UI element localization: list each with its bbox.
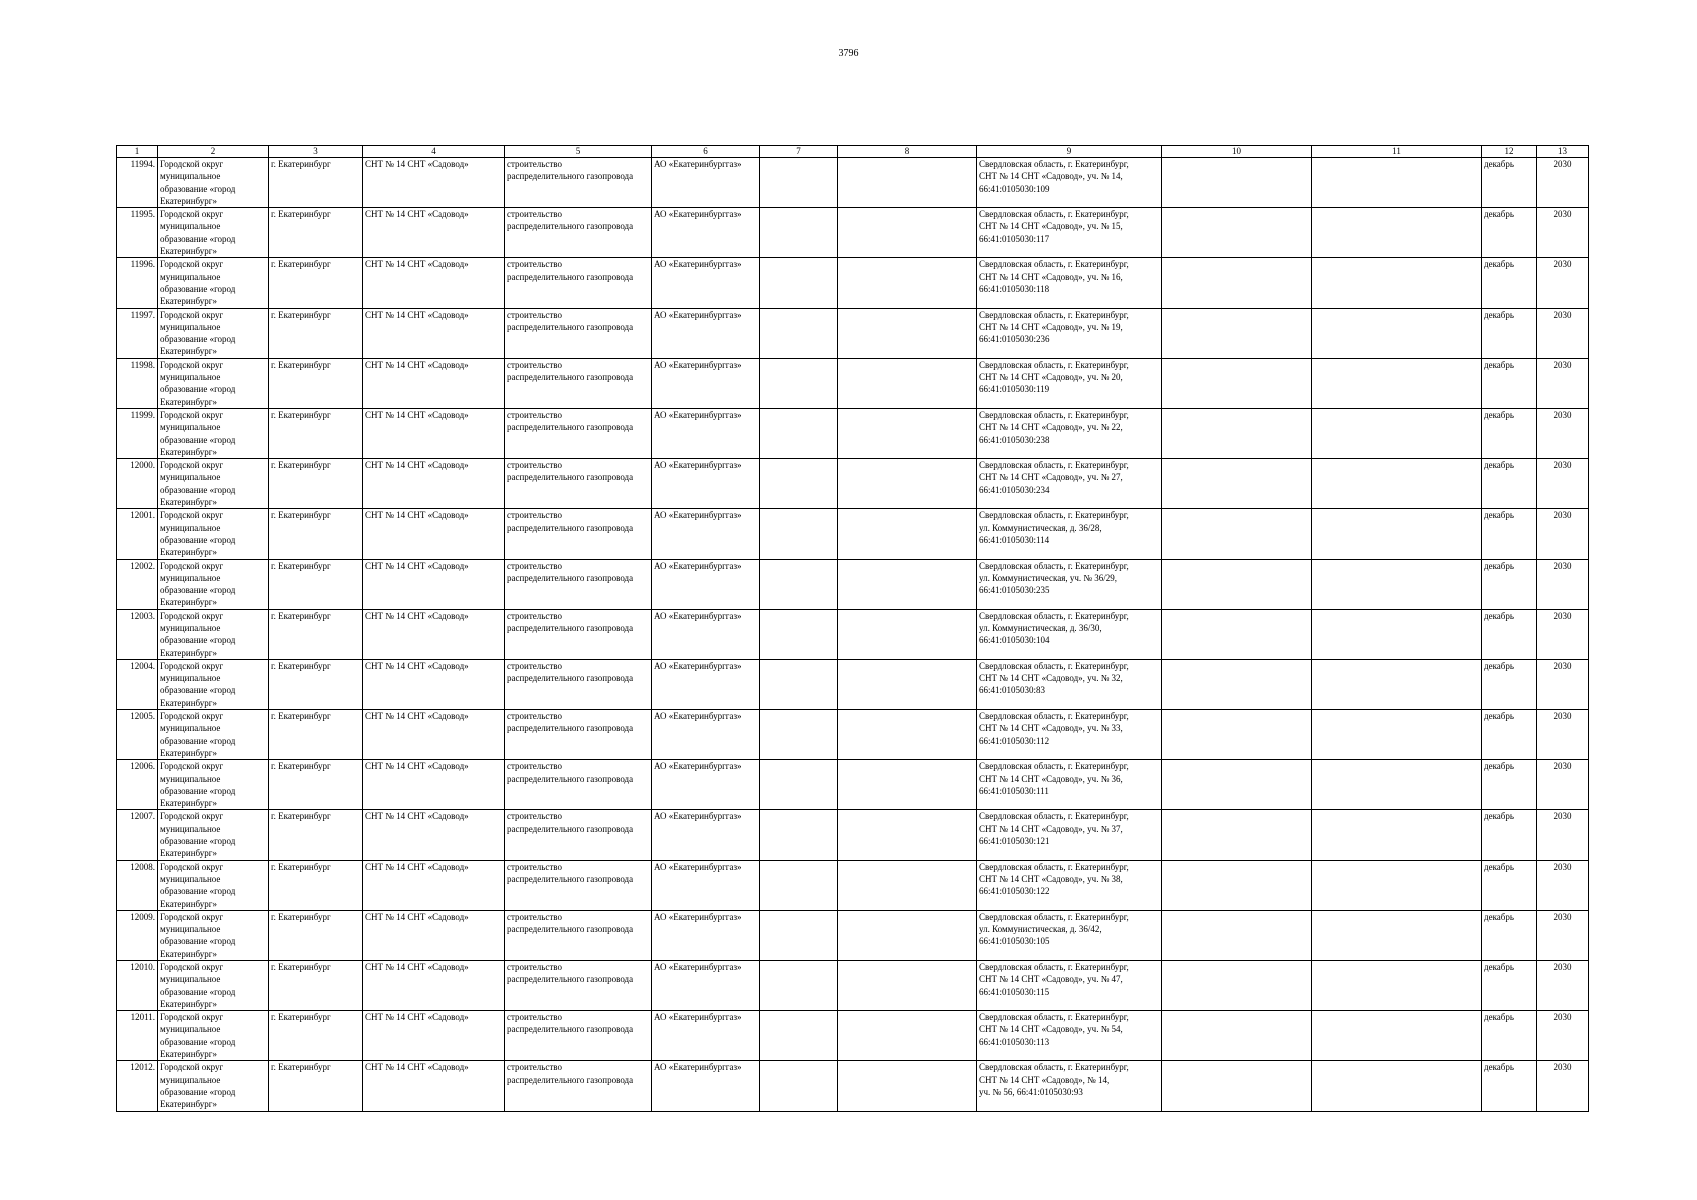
address-cadastral-cell: Свердловская область, г. Екатеринбург, СНТ № 14 СНТ «Садовод», уч. № 16, 66:41:0105030:118 [977, 258, 1162, 308]
year-cell: 2030 [1537, 961, 1589, 1011]
address-cadastral-cell: Свердловская область, г. Екатеринбург, СНТ № 14 СНТ «Садовод», уч. № 14, 66:41:0105030:109 [977, 158, 1162, 208]
year-cell: 2030 [1537, 358, 1589, 408]
settlement-cell: г. Екатеринбург [269, 860, 363, 910]
work-type-cell: строительство распределительного газопровода [505, 810, 652, 860]
col-7-cell [760, 559, 838, 609]
table-row [117, 1061, 1589, 1111]
column-number-row [117, 146, 1589, 158]
settlement-cell: г. Екатеринбург [269, 509, 363, 559]
month-cell: декабрь [1482, 559, 1537, 609]
work-type-cell: строительство распределительного газопровода [505, 961, 652, 1011]
col-11-cell [1312, 810, 1482, 860]
address-cadastral-cell: Свердловская область, г. Екатеринбург, СНТ № 14 СНТ «Садовод», уч. № 38, 66:41:0105030:122 [977, 860, 1162, 910]
address-cadastral-cell: Свердловская область, г. Екатеринбург, СНТ № 14 СНТ «Садовод», уч. № 37, 66:41:0105030:121 [977, 810, 1162, 860]
col-8-cell [838, 459, 977, 509]
operator-cell: АО «Екатеринбурггаз» [652, 308, 760, 358]
col-10-cell [1162, 1061, 1312, 1111]
col-11-cell [1312, 158, 1482, 208]
year-cell: 2030 [1537, 408, 1589, 458]
col-11-cell [1312, 910, 1482, 960]
work-type-cell: строительство распределительного газопровода [505, 158, 652, 208]
col-7-cell [760, 609, 838, 659]
work-type-cell: строительство распределительного газопровода [505, 408, 652, 458]
territory-cell: СНТ № 14 СНТ «Садовод» [363, 559, 505, 609]
territory-cell: СНТ № 14 СНТ «Садовод» [363, 308, 505, 358]
work-type-cell: строительство распределительного газопровода [505, 358, 652, 408]
col-11-cell [1312, 208, 1482, 258]
municipality-cell: Городской округ муниципальное образование «город Екатеринбург» [158, 1061, 269, 1111]
month-cell: декабрь [1482, 358, 1537, 408]
work-type-cell: строительство распределительного газопровода [505, 910, 652, 960]
col-8-cell [838, 659, 977, 709]
year-cell: 2030 [1537, 860, 1589, 910]
col-10-cell [1162, 208, 1312, 258]
row-number-cell: 12012. [117, 1061, 158, 1111]
table-row [117, 760, 1589, 810]
month-cell: декабрь [1482, 609, 1537, 659]
table-row [117, 308, 1589, 358]
col-7-cell [760, 961, 838, 1011]
col-7-cell [760, 659, 838, 709]
month-cell: декабрь [1482, 258, 1537, 308]
col-11-cell [1312, 1011, 1482, 1061]
col-11-cell [1312, 609, 1482, 659]
col-7-cell [760, 158, 838, 208]
operator-cell: АО «Екатеринбурггаз» [652, 459, 760, 509]
col-10-cell [1162, 509, 1312, 559]
settlement-cell: г. Екатеринбург [269, 710, 363, 760]
col-10-cell [1162, 609, 1312, 659]
col-8-cell [838, 408, 977, 458]
territory-cell: СНТ № 14 СНТ «Садовод» [363, 158, 505, 208]
table-row [117, 559, 1589, 609]
month-cell: декабрь [1482, 760, 1537, 810]
col-7-cell [760, 208, 838, 258]
row-number-cell: 11997. [117, 308, 158, 358]
address-cadastral-cell: Свердловская область, г. Екатеринбург, СНТ № 14 СНТ «Садовод», уч. № 47, 66:41:0105030:115 [977, 961, 1162, 1011]
operator-cell: АО «Екатеринбурггаз» [652, 659, 760, 709]
col-8-cell [838, 961, 977, 1011]
address-cadastral-cell: Свердловская область, г. Екатеринбург, ул. Коммунистическая, д. 36/28, 66:41:0105030:114 [977, 509, 1162, 559]
col-11-cell [1312, 1061, 1482, 1111]
work-type-cell: строительство распределительного газопровода [505, 559, 652, 609]
row-number-cell: 11998. [117, 358, 158, 408]
col-11-cell [1312, 559, 1482, 609]
col-10-cell [1162, 659, 1312, 709]
year-cell: 2030 [1537, 710, 1589, 760]
col-10-cell [1162, 258, 1312, 308]
territory-cell: СНТ № 14 СНТ «Садовод» [363, 1011, 505, 1061]
address-cadastral-cell: Свердловская область, г. Екатеринбург, СНТ № 14 СНТ «Садовод», уч. № 20, 66:41:0105030:119 [977, 358, 1162, 408]
territory-cell: СНТ № 14 СНТ «Садовод» [363, 659, 505, 709]
territory-cell: СНТ № 14 СНТ «Садовод» [363, 208, 505, 258]
column-number-header: 1 [117, 146, 158, 158]
col-10-cell [1162, 760, 1312, 810]
col-10-cell [1162, 308, 1312, 358]
address-cadastral-cell: Свердловская область, г. Екатеринбург, СНТ № 14 СНТ «Садовод», № 14, уч. № 56, 66:41:0105030:93 [977, 1061, 1162, 1111]
municipality-cell: Городской округ муниципальное образование «город Екатеринбург» [158, 509, 269, 559]
month-cell: декабрь [1482, 910, 1537, 960]
territory-cell: СНТ № 14 СНТ «Садовод» [363, 961, 505, 1011]
col-8-cell [838, 710, 977, 760]
operator-cell: АО «Екатеринбурггаз» [652, 609, 760, 659]
row-number-cell: 11996. [117, 258, 158, 308]
operator-cell: АО «Екатеринбурггаз» [652, 258, 760, 308]
col-7-cell [760, 1011, 838, 1061]
month-cell: декабрь [1482, 860, 1537, 910]
municipality-cell: Городской округ муниципальное образование «город Екатеринбург» [158, 208, 269, 258]
col-7-cell [760, 459, 838, 509]
address-cadastral-cell: Свердловская область, г. Екатеринбург, ул. Коммунистическая, д. 36/30, 66:41:0105030:104 [977, 609, 1162, 659]
col-7-cell [760, 810, 838, 860]
column-number-header: 12 [1482, 146, 1537, 158]
address-cadastral-cell: Свердловская область, г. Екатеринбург, СНТ № 14 СНТ «Садовод», уч. № 15, 66:41:0105030:117 [977, 208, 1162, 258]
col-8-cell [838, 1011, 977, 1061]
year-cell: 2030 [1537, 208, 1589, 258]
operator-cell: АО «Екатеринбурггаз» [652, 509, 760, 559]
work-type-cell: строительство распределительного газопровода [505, 208, 652, 258]
month-cell: декабрь [1482, 158, 1537, 208]
col-10-cell [1162, 408, 1312, 458]
year-cell: 2030 [1537, 1011, 1589, 1061]
work-type-cell: строительство распределительного газопровода [505, 308, 652, 358]
settlement-cell: г. Екатеринбург [269, 760, 363, 810]
col-8-cell [838, 158, 977, 208]
municipality-cell: Городской округ муниципальное образование «город Екатеринбург» [158, 559, 269, 609]
column-number-header: 13 [1537, 146, 1589, 158]
address-cadastral-cell: Свердловская область, г. Екатеринбург, ул. Коммунистическая, д. 36/42, 66:41:0105030:105 [977, 910, 1162, 960]
settlement-cell: г. Екатеринбург [269, 459, 363, 509]
col-11-cell [1312, 961, 1482, 1011]
year-cell: 2030 [1537, 559, 1589, 609]
address-cadastral-cell: Свердловская область, г. Екатеринбург, СНТ № 14 СНТ «Садовод», уч. № 54, 66:41:0105030:113 [977, 1011, 1162, 1061]
col-8-cell [838, 810, 977, 860]
territory-cell: СНТ № 14 СНТ «Садовод» [363, 609, 505, 659]
work-type-cell: строительство распределительного газопровода [505, 710, 652, 760]
month-cell: декабрь [1482, 308, 1537, 358]
col-10-cell [1162, 810, 1312, 860]
municipality-cell: Городской округ муниципальное образование «город Екатеринбург» [158, 459, 269, 509]
table-row [117, 710, 1589, 760]
month-cell: декабрь [1482, 1061, 1537, 1111]
work-type-cell: строительство распределительного газопровода [505, 1061, 652, 1111]
table-row [117, 659, 1589, 709]
month-cell: декабрь [1482, 509, 1537, 559]
row-number-cell: 12006. [117, 760, 158, 810]
territory-cell: СНТ № 14 СНТ «Садовод» [363, 1061, 505, 1111]
month-cell: декабрь [1482, 459, 1537, 509]
territory-cell: СНТ № 14 СНТ «Садовод» [363, 509, 505, 559]
operator-cell: АО «Екатеринбурггаз» [652, 910, 760, 960]
col-10-cell [1162, 158, 1312, 208]
row-number-cell: 12000. [117, 459, 158, 509]
table-row [117, 459, 1589, 509]
municipality-cell: Городской округ муниципальное образование «город Екатеринбург» [158, 358, 269, 408]
settlement-cell: г. Екатеринбург [269, 308, 363, 358]
settlement-cell: г. Екатеринбург [269, 1061, 363, 1111]
address-cadastral-cell: Свердловская область, г. Екатеринбург, СНТ № 14 СНТ «Садовод», уч. № 33, 66:41:0105030:112 [977, 710, 1162, 760]
municipality-cell: Городской округ муниципальное образование «город Екатеринбург» [158, 609, 269, 659]
settlement-cell: г. Екатеринбург [269, 559, 363, 609]
municipality-cell: Городской округ муниципальное образование «город Екатеринбург» [158, 158, 269, 208]
settlement-cell: г. Екатеринбург [269, 659, 363, 709]
municipality-cell: Городской округ муниципальное образование «город Екатеринбург» [158, 760, 269, 810]
row-number-cell: 12005. [117, 710, 158, 760]
col-8-cell [838, 258, 977, 308]
operator-cell: АО «Екатеринбурггаз» [652, 760, 760, 810]
operator-cell: АО «Екатеринбурггаз» [652, 358, 760, 408]
column-number-header: 9 [977, 146, 1162, 158]
col-8-cell [838, 559, 977, 609]
work-type-cell: строительство распределительного газопровода [505, 860, 652, 910]
municipality-cell: Городской округ муниципальное образование «город Екатеринбург» [158, 408, 269, 458]
territory-cell: СНТ № 14 СНТ «Садовод» [363, 408, 505, 458]
register-table [116, 145, 1589, 1112]
municipality-cell: Городской округ муниципальное образование «город Екатеринбург» [158, 860, 269, 910]
table-row [117, 408, 1589, 458]
year-cell: 2030 [1537, 509, 1589, 559]
row-number-cell: 12002. [117, 559, 158, 609]
table-row [117, 258, 1589, 308]
operator-cell: АО «Екатеринбурггаз» [652, 208, 760, 258]
table-row [117, 910, 1589, 960]
col-8-cell [838, 1061, 977, 1111]
row-number-cell: 11999. [117, 408, 158, 458]
col-7-cell [760, 760, 838, 810]
column-number-header: 10 [1162, 146, 1312, 158]
table-body [117, 158, 1589, 1112]
year-cell: 2030 [1537, 910, 1589, 960]
year-cell: 2030 [1537, 258, 1589, 308]
table-row [117, 860, 1589, 910]
municipality-cell: Городской округ муниципальное образование «город Екатеринбург» [158, 659, 269, 709]
col-8-cell [838, 358, 977, 408]
year-cell: 2030 [1537, 308, 1589, 358]
month-cell: декабрь [1482, 208, 1537, 258]
col-10-cell [1162, 358, 1312, 408]
column-number-header: 3 [269, 146, 363, 158]
work-type-cell: строительство распределительного газопровода [505, 609, 652, 659]
col-7-cell [760, 710, 838, 760]
municipality-cell: Городской округ муниципальное образование «город Екатеринбург» [158, 710, 269, 760]
col-8-cell [838, 760, 977, 810]
row-number-cell: 11994. [117, 158, 158, 208]
work-type-cell: строительство распределительного газопровода [505, 659, 652, 709]
row-number-cell: 12010. [117, 961, 158, 1011]
work-type-cell: строительство распределительного газопровода [505, 1011, 652, 1061]
col-7-cell [760, 860, 838, 910]
address-cadastral-cell: Свердловская область, г. Екатеринбург, СНТ № 14 СНТ «Садовод», уч. № 19, 66:41:0105030:236 [977, 308, 1162, 358]
table-row [117, 358, 1589, 408]
month-cell: декабрь [1482, 408, 1537, 458]
col-10-cell [1162, 910, 1312, 960]
col-11-cell [1312, 659, 1482, 709]
settlement-cell: г. Екатеринбург [269, 358, 363, 408]
operator-cell: АО «Екатеринбурггаз» [652, 158, 760, 208]
work-type-cell: строительство распределительного газопровода [505, 459, 652, 509]
address-cadastral-cell: Свердловская область, г. Екатеринбург, СНТ № 14 СНТ «Садовод», уч. № 22, 66:41:0105030:238 [977, 408, 1162, 458]
col-11-cell [1312, 710, 1482, 760]
settlement-cell: г. Екатеринбург [269, 258, 363, 308]
municipality-cell: Городской округ муниципальное образование «город Екатеринбург» [158, 910, 269, 960]
month-cell: декабрь [1482, 710, 1537, 760]
col-10-cell [1162, 710, 1312, 760]
address-cadastral-cell: Свердловская область, г. Екатеринбург, СНТ № 14 СНТ «Садовод», уч. № 32, 66:41:0105030:83 [977, 659, 1162, 709]
column-number-header: 6 [652, 146, 760, 158]
column-number-header: 2 [158, 146, 269, 158]
col-7-cell [760, 509, 838, 559]
col-10-cell [1162, 860, 1312, 910]
territory-cell: СНТ № 14 СНТ «Садовод» [363, 258, 505, 308]
col-11-cell [1312, 459, 1482, 509]
address-cadastral-cell: Свердловская область, г. Екатеринбург, СНТ № 14 СНТ «Садовод», уч. № 36, 66:41:0105030:111 [977, 760, 1162, 810]
operator-cell: АО «Екатеринбурггаз» [652, 961, 760, 1011]
municipality-cell: Городской округ муниципальное образование «город Екатеринбург» [158, 1011, 269, 1061]
column-number-header: 8 [838, 146, 977, 158]
year-cell: 2030 [1537, 459, 1589, 509]
settlement-cell: г. Екатеринбург [269, 158, 363, 208]
territory-cell: СНТ № 14 СНТ «Садовод» [363, 358, 505, 408]
col-11-cell [1312, 509, 1482, 559]
address-cadastral-cell: Свердловская область, г. Екатеринбург, ул. Коммунистическая, уч. № 36/29, 66:41:0105030:235 [977, 559, 1162, 609]
col-10-cell [1162, 961, 1312, 1011]
month-cell: декабрь [1482, 1011, 1537, 1061]
settlement-cell: г. Екатеринбург [269, 609, 363, 659]
table-row [117, 158, 1589, 208]
col-7-cell [760, 1061, 838, 1111]
year-cell: 2030 [1537, 158, 1589, 208]
col-8-cell [838, 308, 977, 358]
col-11-cell [1312, 258, 1482, 308]
table-row [117, 961, 1589, 1011]
territory-cell: СНТ № 14 СНТ «Садовод» [363, 459, 505, 509]
row-number-cell: 12001. [117, 509, 158, 559]
col-7-cell [760, 308, 838, 358]
work-type-cell: строительство распределительного газопровода [505, 509, 652, 559]
row-number-cell: 12003. [117, 609, 158, 659]
col-7-cell [760, 408, 838, 458]
operator-cell: АО «Екатеринбурггаз» [652, 810, 760, 860]
col-8-cell [838, 910, 977, 960]
row-number-cell: 12008. [117, 860, 158, 910]
year-cell: 2030 [1537, 609, 1589, 659]
column-number-header: 4 [363, 146, 505, 158]
operator-cell: АО «Екатеринбурггаз» [652, 1011, 760, 1061]
operator-cell: АО «Екатеринбурггаз» [652, 860, 760, 910]
work-type-cell: строительство распределительного газопровода [505, 258, 652, 308]
settlement-cell: г. Екатеринбург [269, 208, 363, 258]
municipality-cell: Городской округ муниципальное образование «город Екатеринбург» [158, 308, 269, 358]
year-cell: 2030 [1537, 659, 1589, 709]
page-number: 3796 [838, 48, 859, 59]
table-row [117, 509, 1589, 559]
address-cadastral-cell: Свердловская область, г. Екатеринбург, СНТ № 14 СНТ «Садовод», уч. № 27, 66:41:0105030:234 [977, 459, 1162, 509]
col-10-cell [1162, 559, 1312, 609]
table-row [117, 1011, 1589, 1061]
year-cell: 2030 [1537, 1061, 1589, 1111]
table-row [117, 810, 1589, 860]
municipality-cell: Городской округ муниципальное образование «город Екатеринбург» [158, 258, 269, 308]
settlement-cell: г. Екатеринбург [269, 408, 363, 458]
col-8-cell [838, 609, 977, 659]
territory-cell: СНТ № 14 СНТ «Садовод» [363, 710, 505, 760]
table-row [117, 208, 1589, 258]
col-7-cell [760, 910, 838, 960]
col-7-cell [760, 258, 838, 308]
settlement-cell: г. Екатеринбург [269, 810, 363, 860]
table-row [117, 609, 1589, 659]
territory-cell: СНТ № 14 СНТ «Садовод» [363, 810, 505, 860]
year-cell: 2030 [1537, 810, 1589, 860]
col-8-cell [838, 509, 977, 559]
settlement-cell: г. Екатеринбург [269, 1011, 363, 1061]
col-11-cell [1312, 358, 1482, 408]
col-11-cell [1312, 308, 1482, 358]
col-10-cell [1162, 1011, 1312, 1061]
operator-cell: АО «Екатеринбурггаз» [652, 408, 760, 458]
territory-cell: СНТ № 14 СНТ «Садовод» [363, 910, 505, 960]
territory-cell: СНТ № 14 СНТ «Садовод» [363, 760, 505, 810]
month-cell: декабрь [1482, 961, 1537, 1011]
col-8-cell [838, 208, 977, 258]
territory-cell: СНТ № 14 СНТ «Садовод» [363, 860, 505, 910]
row-number-cell: 12007. [117, 810, 158, 860]
operator-cell: АО «Екатеринбурггаз» [652, 710, 760, 760]
col-8-cell [838, 860, 977, 910]
year-cell: 2030 [1537, 760, 1589, 810]
operator-cell: АО «Екатеринбурггаз» [652, 1061, 760, 1111]
col-7-cell [760, 358, 838, 408]
column-number-header: 11 [1312, 146, 1482, 158]
row-number-cell: 12009. [117, 910, 158, 960]
col-10-cell [1162, 459, 1312, 509]
col-11-cell [1312, 408, 1482, 458]
row-number-cell: 11995. [117, 208, 158, 258]
col-11-cell [1312, 760, 1482, 810]
row-number-cell: 12004. [117, 659, 158, 709]
operator-cell: АО «Екатеринбурггаз» [652, 559, 760, 609]
settlement-cell: г. Екатеринбург [269, 910, 363, 960]
month-cell: декабрь [1482, 810, 1537, 860]
month-cell: декабрь [1482, 659, 1537, 709]
col-11-cell [1312, 860, 1482, 910]
column-number-header: 5 [505, 146, 652, 158]
work-type-cell: строительство распределительного газопровода [505, 760, 652, 810]
row-number-cell: 12011. [117, 1011, 158, 1061]
municipality-cell: Городской округ муниципальное образование «город Екатеринбург» [158, 810, 269, 860]
settlement-cell: г. Екатеринбург [269, 961, 363, 1011]
column-number-header: 7 [760, 146, 838, 158]
municipality-cell: Городской округ муниципальное образование «город Екатеринбург» [158, 961, 269, 1011]
